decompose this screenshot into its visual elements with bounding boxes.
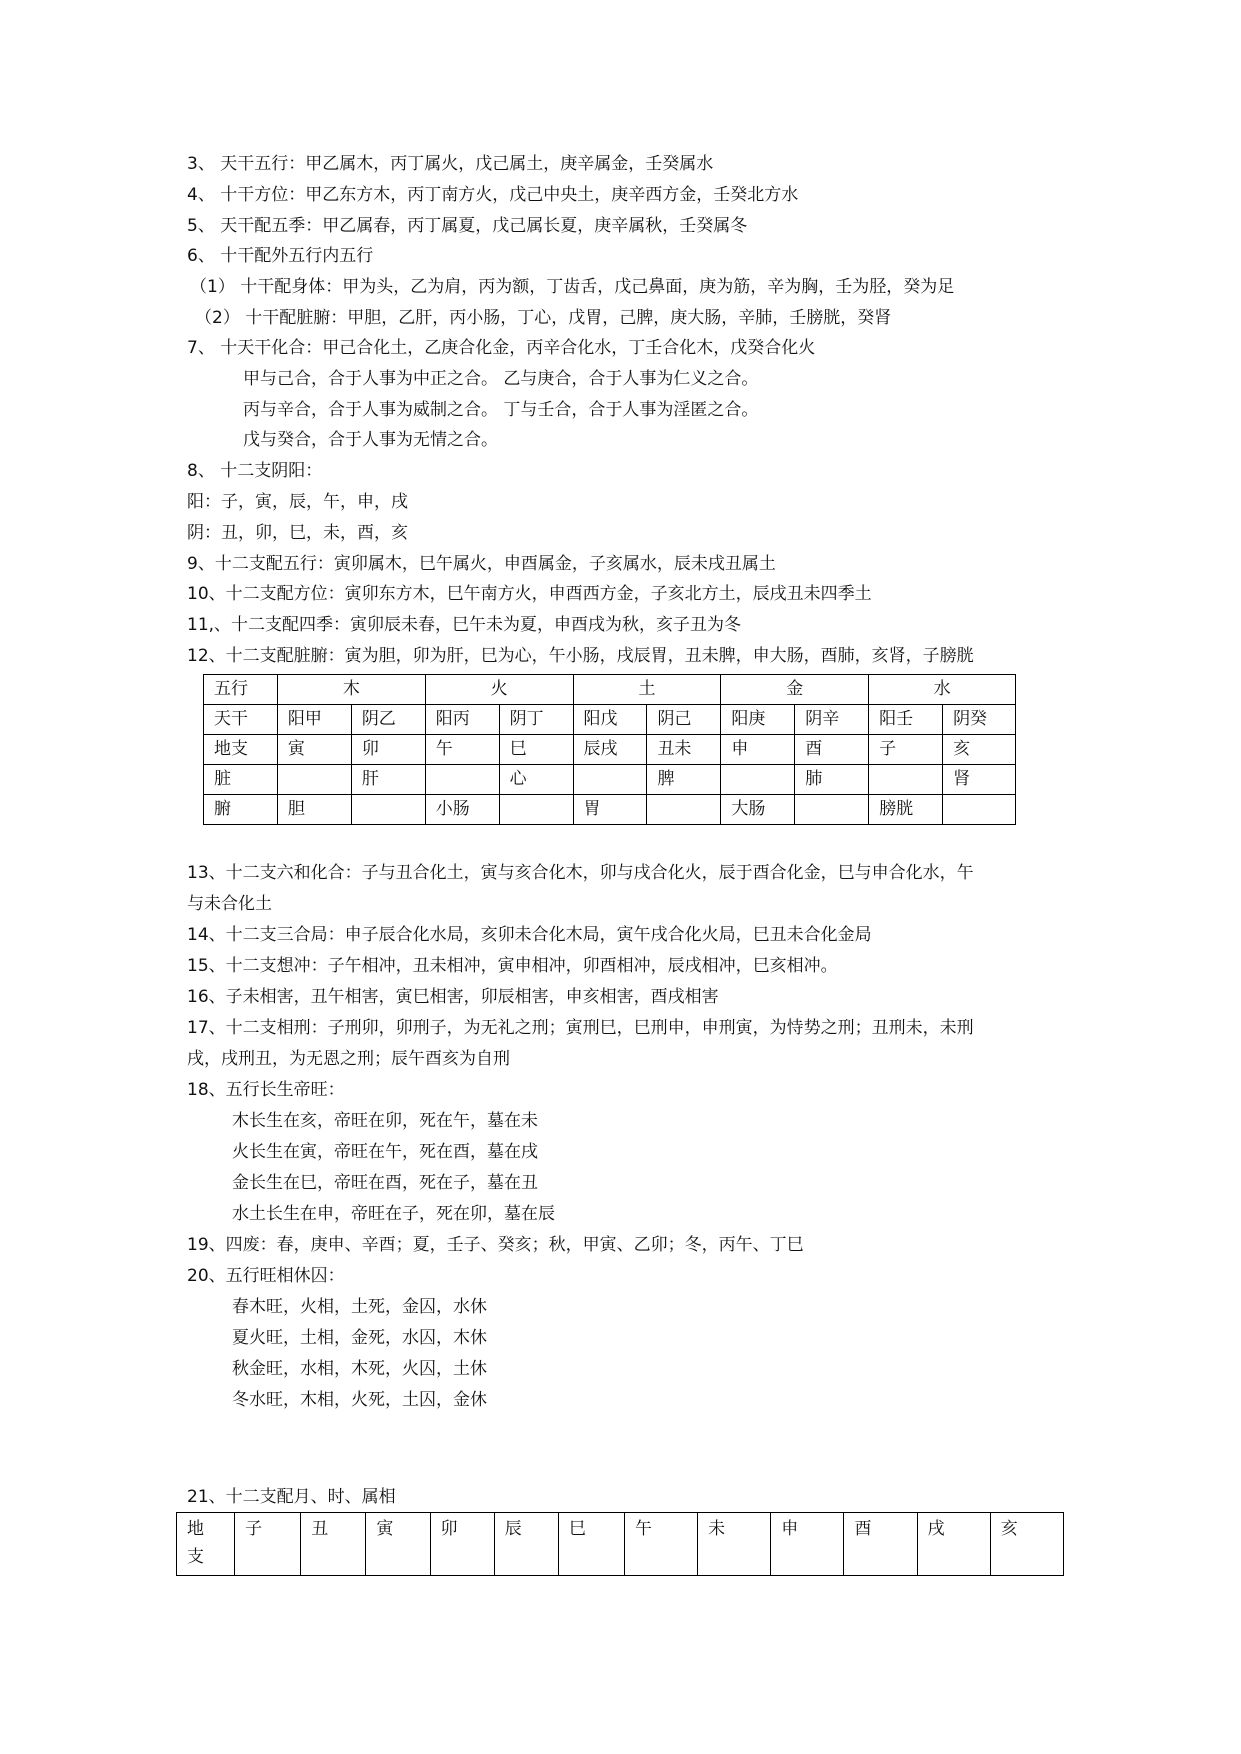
- table-cell: 胃: [573, 795, 647, 825]
- table-cell: [351, 795, 425, 825]
- table-cell: 午: [624, 1513, 697, 1576]
- table-cell: 子: [235, 1513, 301, 1576]
- table-cell: 肾: [943, 765, 1016, 795]
- table-cell: 子: [869, 735, 943, 765]
- table-cell: 水: [869, 675, 1016, 705]
- table-header-row: [204, 675, 1016, 705]
- earthly-branches-table: [176, 1512, 1064, 1576]
- table-cell: 阴癸: [943, 705, 1016, 735]
- text-line: 甲与己合，合于人事为中正之合。 乙与庚合，合于人事为仁义之合。: [243, 369, 759, 389]
- table-cell: 丑: [301, 1513, 366, 1576]
- table-cell: 寅: [277, 735, 351, 765]
- table-cell: 戌: [917, 1513, 990, 1576]
- table-cell: 肝: [351, 765, 425, 795]
- table-cell: 辰戌: [573, 735, 647, 765]
- text-line: 3、 天干五行：甲乙属木，丙丁属火，戊己属土，庚辛属金，壬癸属水: [187, 154, 714, 174]
- text-line: 春木旺，火相，土死，金囚，水休: [232, 1297, 487, 1317]
- text-line: 10、十二支配方位：寅卯东方木，巳午南方火，申酉西方金，子亥北方土，辰戌丑未四季土: [187, 584, 872, 604]
- text-line: 戌，戌刑丑，为无恩之刑；辰午酉亥为自刑: [187, 1049, 510, 1069]
- table-cell: [425, 765, 499, 795]
- text-line: 15、十二支想冲：子午相冲，丑未相冲，寅申相冲，卯酉相冲，辰戌相冲，巳亥相冲。: [187, 956, 838, 976]
- text-line: 13、十二支六和化合：子与丑合化土，寅与亥合化木，卯与戌合化火，辰于酉合化金，巳与申合化水，午: [187, 863, 974, 883]
- table-cell: 阳甲: [277, 705, 351, 735]
- table-cell: 阳壬: [869, 705, 943, 735]
- text-line: 丙与辛合，合于人事为威制之合。 丁与壬合，合于人事为淫匿之合。: [243, 400, 759, 420]
- table-cell: 木: [277, 675, 425, 705]
- table-cell: 大肠: [721, 795, 795, 825]
- text-line: 戊与癸合，合于人事为无情之合。: [243, 430, 498, 450]
- table-cell: 阴乙: [351, 705, 425, 735]
- table-cell: 申: [771, 1513, 844, 1576]
- table-row: [177, 1513, 1064, 1576]
- table-cell: 巳: [499, 735, 573, 765]
- five-elements-table: [203, 674, 1016, 825]
- table-cell: [943, 795, 1016, 825]
- table-cell: 寅: [366, 1513, 430, 1576]
- table-cell: 酉: [844, 1513, 917, 1576]
- table-cell: [499, 795, 573, 825]
- table-cell: 亥: [943, 735, 1016, 765]
- table-cell: 胆: [277, 795, 351, 825]
- text-line: 18、五行长生帝旺：: [187, 1080, 345, 1100]
- text-line: 4、 十干方位：甲乙东方木，丙丁南方火，戊己中央土，庚辛西方金，壬癸北方水: [187, 185, 799, 205]
- text-line: 6、 十干配外五行内五行: [187, 246, 374, 266]
- table-cell: 肺: [795, 765, 869, 795]
- text-line: 8、 十二支阴阳：: [187, 461, 323, 481]
- table-cell: 脏: [204, 765, 278, 795]
- table-cell: 土: [573, 675, 721, 705]
- text-line: 12、十二支配脏腑：寅为胆，卯为肝，巳为心，午小肠，戌辰胃，丑未脾，申大肠，酉肺，亥肾，子膀胱: [187, 646, 974, 666]
- table-cell: [573, 765, 647, 795]
- table-cell: 火: [425, 675, 573, 705]
- text-line: 17、十二支相刑：子刑卯，卯刑子，为无礼之刑；寅刑巳，巳刑申，申刑寅，为恃势之刑；丑刑未，未刑: [187, 1018, 974, 1038]
- table-cell: 辰: [494, 1513, 558, 1576]
- text-line: 9、十二支配五行：寅卯属木，巳午属火，申酉属金，子亥属水，辰未戌丑属土: [187, 554, 776, 574]
- text-line: 金长生在巳，帝旺在酉，死在子，墓在丑: [232, 1173, 538, 1193]
- text-line: 夏火旺，土相，金死，水囚，木休: [232, 1328, 487, 1348]
- table-row: [204, 705, 1016, 735]
- table-cell: 膀胱: [869, 795, 943, 825]
- table-cell: 脾: [647, 765, 721, 795]
- text-line: 阳：子，寅，辰，午，申，戌: [187, 492, 408, 512]
- text-line: 木长生在亥，帝旺在卯，死在午，墓在未: [232, 1111, 538, 1131]
- text-line: 21、十二支配月、时、属相: [187, 1487, 396, 1507]
- table-cell: 金: [721, 675, 869, 705]
- text-line: 16、子未相害，丑午相害，寅巳相害，卯辰相害，申亥相害，酉戌相害: [187, 987, 719, 1007]
- table-cell: 心: [499, 765, 573, 795]
- table-row: [204, 735, 1016, 765]
- text-line: 20、五行旺相休囚：: [187, 1266, 345, 1286]
- text-line: 19、四废：春，庚申、辛酉；夏，壬子、癸亥；秋，甲寅、乙卯；冬，丙午、丁巳: [187, 1235, 804, 1255]
- text-line: 火长生在寅，帝旺在午，死在酉，墓在戌: [232, 1142, 538, 1162]
- table-row: [204, 765, 1016, 795]
- table-cell: 申: [721, 735, 795, 765]
- text-line: 与未合化土: [187, 894, 272, 914]
- table-cell: 亥: [990, 1513, 1063, 1576]
- text-line: 7、 十天干化合：甲己合化土，乙庚合化金，丙辛合化水，丁壬合化木，戊癸合化火: [187, 338, 816, 358]
- table-cell: [795, 795, 869, 825]
- table-cell: 阴辛: [795, 705, 869, 735]
- table-cell: 巳: [558, 1513, 624, 1576]
- text-line: 14、十二支三合局：申子辰合化水局，亥卯未合化木局，寅午戌合化火局，巳丑未合化金局: [187, 925, 872, 945]
- branch-label-top: 地: [187, 1519, 204, 1539]
- table-cell: [177, 1513, 235, 1576]
- table-cell: 未: [698, 1513, 771, 1576]
- table-cell: 天干: [204, 705, 278, 735]
- text-line: 水土长生在申，帝旺在子，死在卯，墓在辰: [232, 1204, 555, 1224]
- branch-label-bottom: 支: [187, 1547, 204, 1567]
- table-cell: 卯: [430, 1513, 494, 1576]
- text-line: （2） 十干配脏腑：甲胆，乙肝，丙小肠，丁心，戊胃，己脾，庚大肠，辛肺，壬膀胱，癸肾: [195, 308, 892, 328]
- text-line: 阴：丑，卯，巳，未，酉，亥: [187, 523, 408, 543]
- table-cell: 阳庚: [721, 705, 795, 735]
- text-line: （1） 十干配身体：甲为头，乙为肩，丙为额，丁齿舌，戊己鼻面，庚为筋，辛为胸，壬为胫，癸为足: [190, 277, 955, 297]
- table-cell: 阳丙: [425, 705, 499, 735]
- table-cell: [277, 765, 351, 795]
- table-cell: 阳戊: [573, 705, 647, 735]
- table-cell: 腑: [204, 795, 278, 825]
- table-cell: 阴己: [647, 705, 721, 735]
- table-cell: 午: [425, 735, 499, 765]
- table-row: [204, 795, 1016, 825]
- table-cell: 丑未: [647, 735, 721, 765]
- table-cell: 阴丁: [499, 705, 573, 735]
- text-line: 5、 天干配五季：甲乙属春，丙丁属夏，戊己属长夏，庚辛属秋，壬癸属冬: [187, 216, 748, 236]
- text-line: 冬水旺，木相，火死，土囚，金休: [232, 1390, 487, 1410]
- table-cell: [869, 765, 943, 795]
- text-line: 秋金旺，水相，木死，火囚，土休: [232, 1359, 487, 1379]
- table-cell: 酉: [795, 735, 869, 765]
- table-cell: 小肠: [425, 795, 499, 825]
- table-cell: 地支: [204, 735, 278, 765]
- text-line: 11,、十二支配四季：寅卯辰未春，巳午未为夏，申酉戌为秋，亥子丑为冬: [187, 615, 742, 635]
- table-cell: [647, 795, 721, 825]
- table-cell: 卯: [351, 735, 425, 765]
- table-cell: [721, 765, 795, 795]
- table-cell: 五行: [204, 675, 278, 705]
